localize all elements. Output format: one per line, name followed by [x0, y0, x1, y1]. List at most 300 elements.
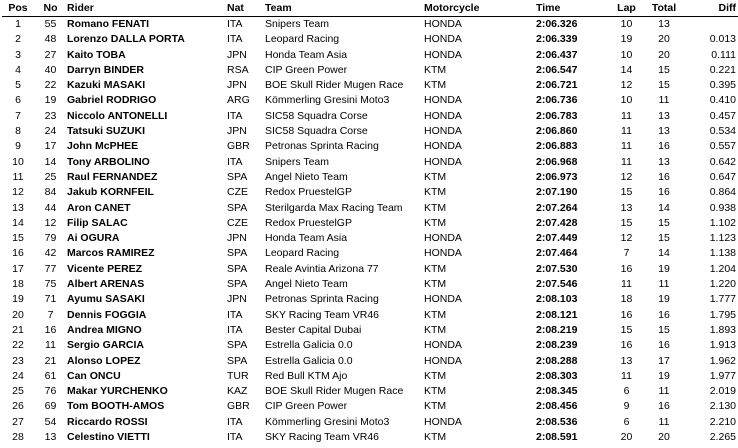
- cell-team: Angel Nieto Team: [265, 278, 348, 291]
- cell-number: 23: [44, 109, 57, 122]
- cell-team: Estrella Galicia 0.0: [265, 354, 353, 367]
- cell-nat: CZE: [227, 216, 248, 229]
- cell-time: 2:07.464: [536, 247, 578, 260]
- cell-lap: 11: [621, 125, 632, 138]
- cell-team: Kömmerling Gresini Moto3: [265, 415, 390, 428]
- cell-total: 15: [658, 79, 670, 92]
- cell-pos: 2: [15, 33, 21, 46]
- table-row: [2, 124, 738, 139]
- cell-team: Kömmerling Gresini Moto3: [265, 94, 390, 107]
- cell-time: 2:07.264: [536, 201, 578, 214]
- cell-nat: ARG: [227, 94, 250, 107]
- cell-pos: 6: [15, 94, 21, 107]
- cell-pos: 10: [12, 155, 24, 168]
- cell-nat: ITA: [227, 33, 243, 46]
- cell-total: 11: [658, 278, 670, 291]
- cell-total: 15: [658, 63, 670, 76]
- cell-lap: 12: [620, 170, 633, 183]
- cell-number: 7: [47, 308, 54, 321]
- cell-number: 61: [44, 369, 57, 382]
- cell-diff: 1.220: [709, 278, 736, 291]
- cell-number: 42: [44, 247, 57, 260]
- cell-pos: 13: [12, 201, 24, 214]
- cell-diff: 1.962: [709, 354, 736, 367]
- cell-lap: 10: [620, 18, 633, 30]
- cell-number: 24: [44, 125, 57, 138]
- cell-number: 13: [44, 431, 57, 444]
- table-row: [2, 415, 738, 430]
- cell-nat: SPA: [227, 354, 248, 367]
- cell-team: Leopard Racing: [265, 247, 340, 260]
- cell-total: 16: [658, 308, 670, 321]
- table-row: [2, 277, 738, 292]
- cell-total: 13: [658, 18, 670, 30]
- cell-nat: SPA: [227, 247, 248, 260]
- cell-rider: Lorenzo DALLA PORTA: [67, 33, 185, 46]
- cell-lap: 11: [621, 369, 632, 382]
- cell-nat: SPA: [227, 201, 248, 214]
- header-no: No: [43, 2, 58, 14]
- cell-lap: 15: [620, 186, 633, 199]
- cell-number: 77: [44, 262, 57, 275]
- cell-total: 14: [658, 201, 670, 214]
- cell-time: 2:06.883: [536, 140, 578, 153]
- cell-nat: CZE: [227, 186, 248, 199]
- cell-rider: Dennis FOGGIA: [67, 308, 147, 321]
- header-time: Time: [536, 2, 561, 14]
- cell-number: 11: [45, 339, 56, 352]
- cell-total: 15: [658, 323, 670, 336]
- cell-pos: 3: [15, 48, 21, 61]
- table-row: [2, 430, 738, 445]
- cell-lap: 10: [620, 48, 633, 61]
- cell-number: 44: [44, 201, 57, 214]
- cell-time: 2:06.721: [536, 79, 578, 92]
- cell-nat: GBR: [227, 400, 250, 413]
- table-row: [2, 201, 738, 216]
- table-row: [2, 262, 738, 277]
- cell-total: 20: [658, 33, 670, 46]
- cell-rider: Riccardo ROSSI: [67, 415, 148, 428]
- cell-lap: 13: [620, 201, 633, 214]
- cell-time: 2:08.536: [536, 415, 578, 428]
- cell-team: Redox PruestelGP: [265, 216, 352, 229]
- cell-motorcycle: HONDA: [424, 155, 462, 168]
- cell-time: 2:07.546: [536, 278, 578, 291]
- cell-lap: 6: [623, 415, 630, 428]
- cell-total: 16: [658, 140, 670, 153]
- cell-diff: 1.102: [709, 216, 736, 229]
- cell-time: 2:06.783: [536, 109, 578, 122]
- cell-total: 14: [658, 247, 670, 260]
- cell-rider: Tom BOOTH-AMOS: [67, 400, 165, 413]
- cell-number: 25: [44, 170, 57, 183]
- cell-time: 2:06.968: [536, 155, 578, 168]
- cell-motorcycle: KTM: [424, 216, 447, 229]
- cell-motorcycle: KTM: [424, 431, 447, 444]
- cell-time: 2:08.456: [536, 400, 578, 413]
- cell-pos: 9: [15, 140, 21, 153]
- cell-lap: 18: [620, 293, 633, 306]
- cell-lap: 6: [623, 385, 630, 398]
- cell-diff: 1.977: [709, 369, 736, 382]
- cell-team: SKY Racing Team VR46: [265, 431, 380, 444]
- cell-lap: 7: [623, 247, 630, 260]
- cell-lap: 11: [621, 140, 632, 153]
- cell-number: 69: [44, 400, 57, 413]
- cell-diff: 2.210: [709, 415, 736, 428]
- cell-diff: 1.123: [709, 232, 736, 245]
- cell-diff: 2.019: [709, 385, 736, 398]
- cell-team: BOE Skull Rider Mugen Race: [265, 79, 404, 92]
- cell-team: Sterilgarda Max Racing Team: [265, 201, 403, 214]
- cell-team: Snipers Team: [265, 18, 330, 30]
- cell-lap: 20: [620, 431, 633, 444]
- cell-time: 2:07.449: [536, 232, 578, 245]
- cell-pos: 26: [12, 400, 24, 413]
- cell-diff: 0.642: [709, 155, 736, 168]
- table-row: [2, 155, 738, 170]
- cell-lap: 10: [620, 94, 633, 107]
- cell-pos: 17: [12, 262, 24, 275]
- cell-diff: 0.534: [709, 125, 736, 138]
- header-diff: Diff: [718, 2, 736, 14]
- cell-motorcycle: KTM: [424, 278, 447, 291]
- cell-total: 13: [658, 125, 670, 138]
- cell-nat: KAZ: [227, 385, 248, 398]
- cell-team: Honda Team Asia: [265, 48, 348, 61]
- cell-total: 16: [658, 170, 670, 183]
- table-row: [2, 384, 738, 399]
- table-row: [2, 17, 738, 33]
- cell-time: 2:06.973: [536, 170, 578, 183]
- cell-diff: 0.111: [711, 48, 736, 61]
- cell-motorcycle: HONDA: [424, 109, 462, 122]
- cell-motorcycle: HONDA: [424, 232, 462, 245]
- table-row: [2, 185, 738, 200]
- table-row: [2, 48, 738, 63]
- cell-number: 27: [44, 48, 57, 61]
- cell-nat: ITA: [227, 323, 243, 336]
- cell-nat: GBR: [227, 140, 250, 153]
- cell-rider: Marcos RAMIREZ: [67, 247, 155, 260]
- cell-total: 16: [658, 339, 670, 352]
- cell-lap: 13: [620, 354, 633, 367]
- cell-nat: SPA: [227, 262, 248, 275]
- cell-motorcycle: KTM: [424, 79, 447, 92]
- table-row: [2, 292, 738, 307]
- cell-team: Estrella Galicia 0.0: [265, 339, 353, 352]
- cell-team: Reale Avintia Arizona 77: [265, 262, 379, 275]
- cell-total: 16: [658, 400, 670, 413]
- table-row: [2, 231, 738, 246]
- cell-total: 11: [658, 94, 670, 107]
- table-row: [2, 323, 738, 338]
- cell-lap: 16: [620, 339, 633, 352]
- cell-motorcycle: HONDA: [424, 33, 462, 46]
- cell-diff: 1.138: [709, 247, 736, 260]
- cell-number: 19: [44, 94, 57, 107]
- cell-pos: 28: [12, 431, 24, 444]
- cell-motorcycle: KTM: [424, 369, 447, 382]
- table-row: [2, 32, 738, 47]
- cell-lap: 11: [621, 155, 632, 168]
- header-nat: Nat: [227, 2, 244, 14]
- cell-diff: 0.013: [709, 33, 736, 46]
- cell-nat: ITA: [227, 308, 243, 321]
- cell-time: 2:07.428: [536, 216, 578, 229]
- cell-total: 15: [658, 216, 670, 229]
- cell-total: 19: [658, 293, 670, 306]
- cell-motorcycle: KTM: [424, 323, 447, 336]
- cell-rider: Albert ARENAS: [67, 278, 145, 291]
- cell-motorcycle: HONDA: [424, 140, 462, 153]
- cell-pos: 24: [12, 369, 24, 382]
- cell-diff: 1.204: [709, 262, 736, 275]
- cell-total: 13: [658, 155, 670, 168]
- cell-lap: 9: [623, 400, 630, 413]
- cell-motorcycle: HONDA: [424, 48, 462, 61]
- table-row: [2, 369, 738, 384]
- cell-rider: Makar YURCHENKO: [67, 385, 168, 398]
- cell-number: 14: [44, 155, 57, 168]
- cell-nat: RSA: [227, 63, 249, 76]
- cell-lap: 11: [621, 109, 632, 122]
- cell-number: 79: [44, 232, 57, 245]
- cell-pos: 19: [12, 293, 24, 306]
- cell-number: 76: [44, 385, 57, 398]
- cell-team: SIC58 Squadra Corse: [265, 125, 368, 138]
- cell-pos: 15: [12, 232, 24, 245]
- cell-pos: 27: [12, 415, 24, 428]
- cell-number: 84: [44, 186, 57, 199]
- cell-motorcycle: KTM: [424, 385, 447, 398]
- cell-lap: 12: [620, 232, 633, 245]
- cell-team: Leopard Racing: [265, 33, 340, 46]
- cell-rider: Aron CANET: [67, 201, 131, 214]
- cell-number: 75: [44, 278, 57, 291]
- header-row: [2, 0, 738, 17]
- cell-motorcycle: HONDA: [424, 354, 462, 367]
- cell-time: 2:08.103: [536, 293, 578, 306]
- cell-nat: SPA: [227, 170, 248, 183]
- cell-rider: Gabriel RODRIGO: [67, 94, 157, 107]
- cell-nat: ITA: [227, 155, 243, 168]
- cell-time: 2:06.860: [536, 125, 578, 138]
- cell-team: Red Bull KTM Ajo: [265, 369, 348, 382]
- cell-rider: Sergio GARCIA: [67, 339, 145, 352]
- cell-total: 19: [658, 262, 670, 275]
- cell-motorcycle: HONDA: [424, 247, 462, 260]
- cell-nat: SPA: [227, 278, 248, 291]
- table-row: [2, 139, 738, 154]
- cell-lap: 16: [620, 308, 633, 321]
- cell-pos: 14: [12, 216, 24, 229]
- cell-time: 2:06.437: [536, 48, 578, 61]
- table-row: [2, 93, 738, 108]
- cell-time: 2:08.591: [536, 431, 578, 444]
- cell-time: 2:08.239: [536, 339, 578, 352]
- table-row: [2, 78, 738, 93]
- header-lap: Lap: [617, 2, 636, 14]
- cell-team: CIP Green Power: [265, 63, 348, 76]
- cell-diff: 2.130: [709, 400, 736, 413]
- cell-nat: JPN: [227, 48, 247, 61]
- cell-number: 17: [44, 140, 57, 153]
- cell-rider: Andrea MIGNO: [67, 323, 142, 336]
- table-row: [2, 109, 738, 124]
- cell-motorcycle: HONDA: [424, 293, 462, 306]
- cell-lap: 12: [620, 79, 633, 92]
- cell-time: 2:07.190: [536, 186, 578, 199]
- cell-lap: 15: [620, 323, 633, 336]
- cell-nat: JPN: [227, 79, 247, 92]
- table-row: [2, 354, 738, 369]
- cell-rider: Kazuki MASAKI: [67, 79, 146, 92]
- cell-time: 2:08.303: [536, 369, 578, 382]
- cell-total: 16: [658, 186, 670, 199]
- cell-diff: 0.457: [709, 109, 736, 122]
- cell-diff: 0.647: [709, 170, 736, 183]
- cell-rider: Niccolo ANTONELLI: [67, 109, 168, 122]
- cell-rider: Vicente PEREZ: [67, 262, 143, 275]
- cell-number: 22: [44, 79, 57, 92]
- cell-motorcycle: HONDA: [424, 415, 462, 428]
- cell-motorcycle: HONDA: [424, 125, 462, 138]
- cell-pos: 8: [15, 125, 21, 138]
- cell-number: 55: [44, 18, 57, 30]
- cell-total: 17: [658, 354, 670, 367]
- cell-time: 2:08.121: [536, 308, 578, 321]
- cell-nat: JPN: [227, 232, 247, 245]
- table-row: [2, 338, 738, 353]
- table-row: [2, 170, 738, 185]
- header-team: Team: [265, 2, 292, 14]
- header-rider: Rider: [67, 2, 94, 14]
- table-row: [2, 63, 738, 78]
- cell-pos: 5: [15, 79, 21, 92]
- cell-pos: 20: [12, 308, 24, 321]
- cell-team: Bester Capital Dubai: [265, 323, 362, 336]
- cell-time: 2:06.736: [536, 94, 578, 107]
- cell-diff: 0.221: [709, 63, 736, 76]
- cell-number: 48: [44, 33, 57, 46]
- cell-nat: ITA: [227, 431, 243, 444]
- cell-nat: ITA: [227, 415, 243, 428]
- cell-number: 21: [44, 354, 57, 367]
- cell-diff: 1.893: [709, 323, 736, 336]
- table-row: [2, 246, 738, 261]
- cell-nat: JPN: [227, 293, 247, 306]
- cell-team: Snipers Team: [265, 155, 330, 168]
- cell-team: SIC58 Squadra Corse: [265, 109, 368, 122]
- cell-number: 71: [44, 293, 57, 306]
- cell-diff: 0.557: [709, 140, 736, 153]
- cell-time: 2:06.339: [536, 33, 578, 46]
- cell-team: Honda Team Asia: [265, 232, 348, 245]
- cell-lap: 15: [620, 216, 633, 229]
- cell-team: Redox PruestelGP: [265, 186, 352, 199]
- cell-rider: Can ONCU: [67, 369, 121, 382]
- cell-rider: John McPHEE: [67, 140, 139, 153]
- cell-team: Angel Nieto Team: [265, 170, 348, 183]
- cell-pos: 21: [12, 323, 24, 336]
- cell-nat: JPN: [227, 125, 247, 138]
- cell-number: 54: [44, 415, 57, 428]
- cell-total: 15: [658, 232, 670, 245]
- cell-time: 2:08.345: [536, 385, 578, 398]
- cell-rider: Ai OGURA: [67, 232, 120, 245]
- cell-motorcycle: KTM: [424, 186, 447, 199]
- cell-rider: Alonso LOPEZ: [67, 354, 141, 367]
- cell-rider: Tatsuki SUZUKI: [67, 125, 145, 138]
- cell-pos: 16: [12, 247, 24, 260]
- cell-pos: 11: [12, 170, 24, 183]
- cell-lap: 11: [621, 278, 632, 291]
- results-table: [2, 0, 738, 445]
- cell-time: 2:08.219: [536, 323, 578, 336]
- table-row: [2, 308, 738, 323]
- cell-diff: 0.410: [709, 94, 736, 107]
- cell-diff: 1.777: [709, 293, 736, 306]
- cell-rider: Kaito TOBA: [67, 48, 126, 61]
- cell-pos: 4: [15, 63, 21, 76]
- cell-motorcycle: KTM: [424, 201, 447, 214]
- cell-rider: Raul FERNANDEZ: [67, 170, 158, 183]
- cell-rider: Romano FENATI: [67, 18, 150, 30]
- cell-lap: 14: [620, 63, 633, 76]
- cell-time: 2:07.530: [536, 262, 578, 275]
- cell-total: 19: [658, 369, 670, 382]
- cell-pos: 1: [15, 18, 21, 30]
- cell-diff: 1.913: [709, 339, 736, 352]
- cell-total: 20: [658, 431, 670, 444]
- header-motorcycle: Motorcycle: [424, 2, 480, 14]
- header-pos: Pos: [8, 2, 28, 14]
- cell-team: SKY Racing Team VR46: [265, 308, 380, 321]
- cell-rider: Ayumu SASAKI: [67, 293, 145, 306]
- cell-diff: 2.265: [709, 431, 736, 444]
- cell-time: 2:08.288: [536, 354, 578, 367]
- cell-total: 11: [658, 415, 670, 428]
- cell-nat: ITA: [227, 109, 243, 122]
- cell-rider: Darryn BINDER: [67, 63, 145, 76]
- cell-motorcycle: KTM: [424, 262, 447, 275]
- cell-rider: Celestino VIETTI: [67, 431, 150, 444]
- cell-lap: 19: [620, 33, 633, 46]
- cell-diff: 0.938: [709, 201, 736, 214]
- cell-pos: 18: [12, 278, 24, 291]
- cell-rider: Tony ARBOLINO: [67, 155, 150, 168]
- cell-motorcycle: KTM: [424, 400, 447, 413]
- cell-team: CIP Green Power: [265, 400, 348, 413]
- cell-pos: 25: [12, 385, 24, 398]
- cell-rider: Filip SALAC: [67, 216, 128, 229]
- cell-motorcycle: KTM: [424, 308, 447, 321]
- header-total: Total: [651, 2, 677, 14]
- cell-time: 2:06.547: [536, 63, 578, 76]
- cell-total: 13: [658, 109, 670, 122]
- cell-total: 20: [658, 48, 670, 61]
- cell-nat: SPA: [227, 339, 248, 352]
- cell-diff: 0.864: [709, 186, 736, 199]
- cell-diff: 0.395: [709, 79, 736, 92]
- cell-motorcycle: HONDA: [424, 94, 462, 107]
- cell-number: 12: [44, 216, 57, 229]
- cell-pos: 12: [12, 186, 24, 199]
- cell-pos: 23: [12, 354, 24, 367]
- cell-number: 16: [44, 323, 57, 336]
